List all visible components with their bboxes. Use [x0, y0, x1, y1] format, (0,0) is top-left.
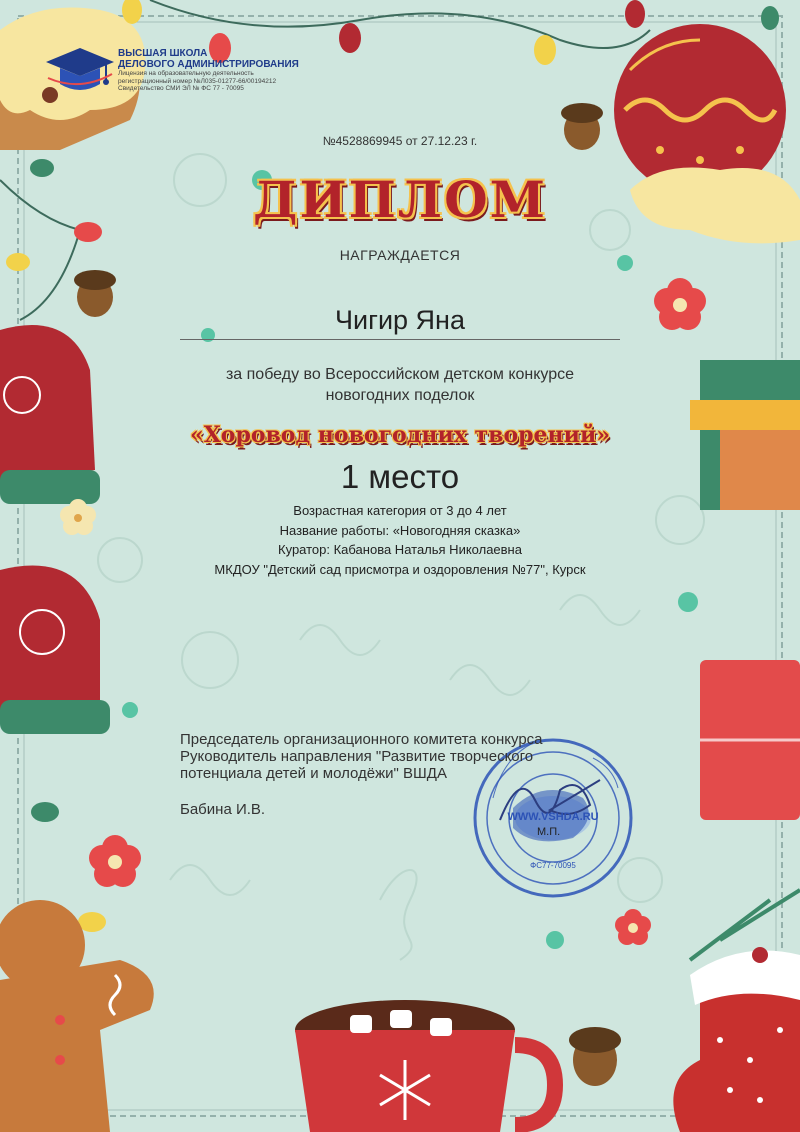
registration-number: №4528869945 от 27.12.23 г.: [322, 134, 478, 148]
curator: Куратор: Кабанова Наталья Николаевна: [278, 542, 522, 557]
seal-place-label: М.П.: [537, 826, 561, 838]
contest-name: «Хоровод новогодних творений»: [189, 422, 611, 448]
stamp-site: WWW.VSHDA.RU: [507, 811, 599, 823]
signature-line2: Руководитель направления "Развитие творческого: [180, 748, 534, 765]
signature-line1: Председатель организационного комитета конкурса: [180, 731, 543, 748]
description-line1: за победу во Всероссийском детском конкурсе: [225, 366, 575, 383]
signer-name: Бабина И.В.: [180, 801, 266, 818]
graduation-cap-icon: [44, 44, 116, 96]
logo-license1: Лицензия на образовательную деятельность: [118, 70, 254, 77]
cocoa-mug-icon: [295, 1000, 555, 1132]
participant-info: [0, 501, 800, 579]
name-underline: [180, 339, 620, 340]
logo-license3: Свидетельство СМИ ЭЛ № ФС 77 - 70095: [118, 85, 244, 92]
gingerbread-icon: [0, 900, 154, 1132]
logo-text: [118, 48, 318, 93]
description-line2: новогодних поделок: [325, 387, 475, 404]
work-title: Название работы: «Новогодняя сказка»: [279, 522, 521, 538]
award-description: [150, 364, 650, 406]
stamp-text-layer: [475, 740, 631, 896]
organization: МКДОУ "Детский сад присмотра и оздоровления №77", Курск: [214, 561, 586, 577]
place-result: 1 место: [340, 458, 460, 495]
logo-line2: ДЕЛОВОГО АДМИНИСТРИРОВАНИЯ: [118, 59, 299, 70]
recipient-name: Чигир Яна: [335, 305, 465, 335]
logo-line1: ВЫСШАЯ ШКОЛА: [118, 48, 208, 59]
signature-line3: потенциала детей и молодёжи" ВШДА: [180, 765, 447, 782]
stamp-reg: ФС77-70095: [530, 861, 576, 870]
diploma-title: ДИПЛОМ: [252, 170, 548, 229]
age-category: Возрастная категория от 3 до 4 лет: [293, 503, 507, 518]
logo-license2: регистрационный номер №Л035-01277-66/00194212: [118, 77, 277, 85]
awarded-label: НАГРАЖДАЕТСЯ: [339, 247, 461, 263]
